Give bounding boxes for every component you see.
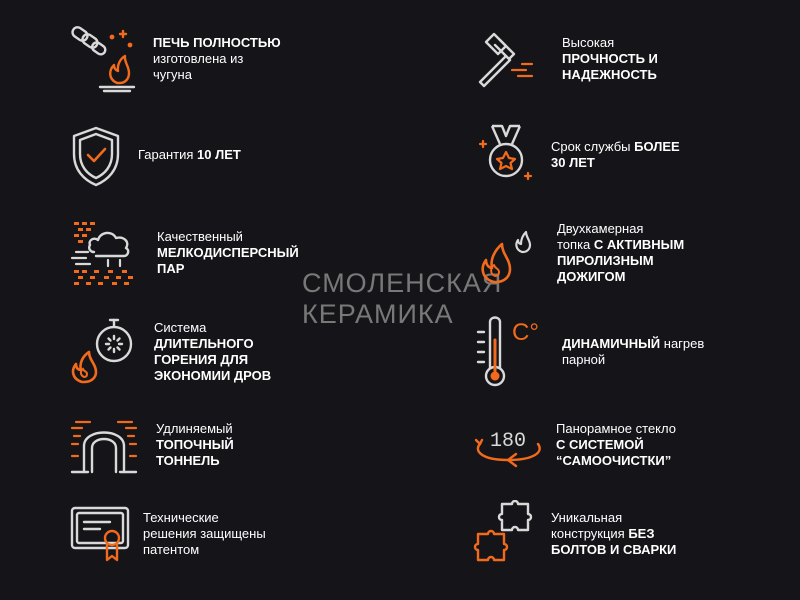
feature-text-line <box>143 542 266 558</box>
feature-text-line <box>562 336 704 352</box>
feature-text-line <box>156 437 234 453</box>
feature-text-regular: парной <box>562 352 606 367</box>
feature-text-regular: Уникальная <box>551 510 623 525</box>
feature-text <box>154 320 271 384</box>
feature-text-line <box>156 453 234 469</box>
panorama-180-icon <box>472 420 548 472</box>
feature-text-regular: Высокая <box>562 35 615 50</box>
feature-text-regular: Гарантия <box>138 147 198 162</box>
feature-text-regular: Срок службы <box>551 139 635 154</box>
feature-text-line <box>557 221 684 237</box>
feature-text <box>143 510 266 558</box>
feature-text-line <box>557 253 684 269</box>
feature-text-regular: конструкция <box>551 526 629 541</box>
feature-text-bold: С АКТИВНЫМ <box>593 237 685 252</box>
feature-text-line <box>157 261 299 277</box>
double-flame-icon <box>470 216 540 288</box>
feature-text-bold: “САМООЧИСТКИ” <box>556 453 672 468</box>
chain-fire-icon <box>68 25 138 95</box>
feature-text-regular: изготовлена из <box>153 51 244 66</box>
celsius-label: C° <box>512 319 539 346</box>
feature-text-bold: ПЕЧЬ ПОЛНОСТЬЮ <box>153 35 281 50</box>
thermometer-icon <box>472 310 548 390</box>
feature-text-bold: БЕЗ <box>628 526 655 541</box>
feature-text-bold: 30 ЛЕТ <box>551 155 595 170</box>
feature-text <box>551 139 680 171</box>
feature-text-line <box>157 229 299 245</box>
feature-text-regular: топка <box>557 237 594 252</box>
feature-text-line <box>154 368 271 384</box>
feature-text-line <box>154 352 271 368</box>
feature-text-line <box>143 510 266 526</box>
feature-text-bold: ТОННЕЛЬ <box>156 453 220 468</box>
feature-text-line <box>551 526 676 542</box>
feature-text-line <box>551 542 676 558</box>
feature-text-regular: Система <box>154 320 207 335</box>
feature-text-line <box>153 35 281 51</box>
feature-text-bold: ЭКОНОМИИ ДРОВ <box>154 368 272 383</box>
feature-text-regular: чугуна <box>153 67 192 82</box>
feature-text <box>153 35 281 83</box>
feature-text <box>562 336 704 368</box>
hammer-icon <box>470 28 540 94</box>
feature-text-line <box>556 453 676 469</box>
feature-text-line <box>156 421 234 437</box>
feature-text-regular: решения защищены <box>143 526 266 541</box>
feature-text-line <box>154 336 271 352</box>
feature-text-regular: Удлиняемый <box>156 421 233 436</box>
feature-text <box>138 147 241 163</box>
feature-text-line <box>556 421 676 437</box>
feature-text <box>157 229 299 277</box>
feature-text-line <box>557 237 684 253</box>
feature-text-bold: ГОРЕНИЯ ДЛЯ <box>154 352 249 367</box>
feature-text-line <box>562 67 658 83</box>
feature-text-bold: 10 ЛЕТ <box>197 147 241 162</box>
panorama-label: 180 <box>490 430 527 453</box>
feature-text <box>551 510 676 558</box>
shield-check-icon <box>68 124 124 188</box>
feature-text-line <box>551 510 676 526</box>
feature-text-line <box>562 51 658 67</box>
feature-text <box>156 421 234 469</box>
feature-text-regular: нагрев <box>660 336 705 351</box>
feature-text-line <box>562 352 704 368</box>
feature-text-line <box>551 155 680 171</box>
feature-text-bold: ПАР <box>157 261 185 276</box>
feature-text-regular: Двухкамерная <box>557 221 644 236</box>
feature-text-regular: Качественный <box>157 229 243 244</box>
feature-text-line <box>138 147 241 163</box>
puzzle-icon <box>472 500 536 568</box>
feature-text-bold: ТОПОЧНЫЙ <box>156 437 234 452</box>
medal-icon <box>474 122 538 188</box>
watermark-line-1: СМОЛЕНСКАЯ <box>302 268 503 298</box>
feature-text-bold: ДИНАМИЧНЫЙ <box>562 336 661 351</box>
feature-text <box>556 421 676 469</box>
feature-text-bold: БОЛЕЕ <box>634 139 680 154</box>
feature-text <box>557 221 684 285</box>
timer-flame-icon <box>64 314 144 388</box>
feature-text-line <box>153 67 281 83</box>
feature-text-line <box>556 437 676 453</box>
feature-text-regular: Технические <box>143 510 219 525</box>
arch-tunnel-icon <box>68 414 140 478</box>
feature-text-bold: ДЛИТЕЛЬНОГО <box>154 336 254 351</box>
feature-text-bold: НАДЕЖНОСТЬ <box>562 67 657 82</box>
feature-text-bold: ПИРОЛИЗНЫМ <box>557 253 654 268</box>
certificate-icon <box>68 504 132 564</box>
feature-text-line <box>157 245 299 261</box>
feature-text-bold: МЕЛКОДИСПЕРСНЫЙ <box>157 245 299 260</box>
feature-text-line <box>551 139 680 155</box>
feature-text-line <box>153 51 281 67</box>
feature-text-bold: ПРОЧНОСТЬ И <box>562 51 658 66</box>
feature-text-regular: Панорамное стекло <box>556 421 676 436</box>
feature-text-line <box>143 526 266 542</box>
watermark-line-2: КЕРАМИКА <box>302 299 454 329</box>
feature-text-bold: БОЛТОВ И СВАРКИ <box>551 542 677 557</box>
feature-text-bold: С СИСТЕМОЙ <box>556 437 644 452</box>
feature-text-line <box>154 320 271 336</box>
feature-text-bold: ДОЖИГОМ <box>557 269 626 284</box>
feature-text <box>562 35 658 83</box>
feature-text-line <box>557 269 684 285</box>
feature-text-regular: патентом <box>143 542 200 557</box>
feature-text-line <box>562 35 658 51</box>
steam-cloud-icon <box>68 212 140 288</box>
